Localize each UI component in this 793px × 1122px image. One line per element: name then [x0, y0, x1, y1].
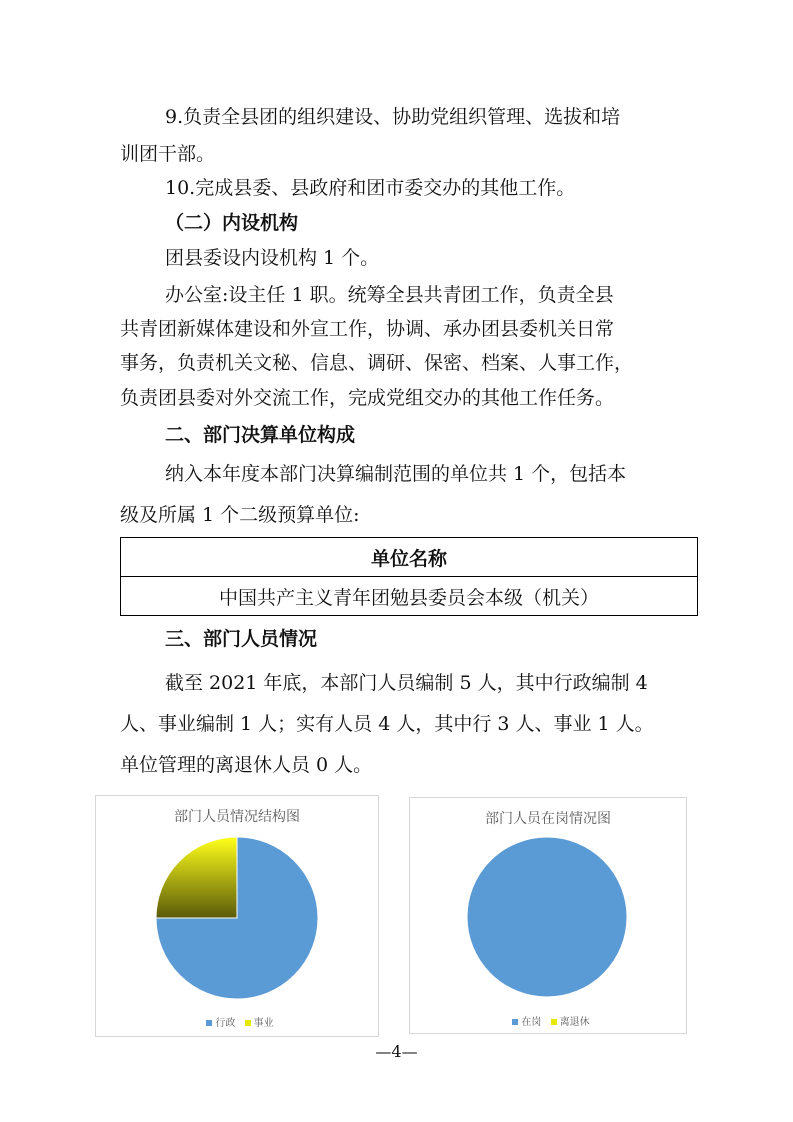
chart-legend: [410, 1013, 686, 1028]
paragraph-office-line1: 办公室:设主任 1 职。统筹全县共青团工作，负责全县: [165, 284, 614, 306]
pie-svg: [410, 798, 686, 1033]
heading-internal-structure: （二）内设机构: [165, 212, 299, 234]
paragraph-item9-line2: 训团干部。: [120, 143, 216, 165]
paragraph-item10: 10.完成县委、县政府和团市委交办的其他工作。: [165, 177, 576, 199]
chart-title: 部门人员在岗情况图: [485, 811, 611, 827]
chart-legend: [96, 1014, 378, 1029]
pie-slice-在岗: [467, 837, 627, 997]
legend-swatch-yellow: [245, 1020, 251, 1026]
paragraph-item9-line1: 9.负责全县团的组织建设、协助党组织管理、选拔和培: [165, 106, 621, 128]
paragraph-internal-count: 团县委设内设机构 1 个。: [165, 247, 380, 269]
paragraph-office-line3: 事务，负责机关文秘、信息、调研、保密、档案、人事工作，: [120, 352, 634, 374]
unit-table-row: 中国共产主义青年团勉县委员会本级（机关）: [121, 577, 698, 616]
legend-label: 事业: [253, 1018, 274, 1029]
legend-swatch-blue: [512, 1019, 518, 1025]
pie-slice-事业: [156, 837, 237, 918]
page-number: —4—: [375, 1042, 418, 1061]
paragraph-units-line2: 级及所属 1 个二级预算单位:: [120, 504, 360, 526]
pie-svg: [96, 796, 378, 1036]
pie-slices: [156, 837, 318, 999]
legend-swatch-blue: [206, 1020, 212, 1026]
paragraph-office-line4: 负责团县委对外交流工作，完成党组交办的其他工作任务。: [120, 387, 615, 409]
legend-swatch-yellow: [551, 1019, 557, 1025]
paragraph-staff-line3: 单位管理的离退休人员 0 人。: [120, 754, 373, 776]
paragraph-units-line1: 纳入本年度本部门决算编制范围的单位共 1 个，包括本: [165, 463, 627, 485]
paragraph-staff-line2: 人、事业编制 1 人；实有人员 4 人，其中行 3 人、事业 1 人。: [120, 713, 654, 735]
heading-unit-composition: 二、部门决算单位构成: [165, 424, 356, 446]
heading-staff: 三、部门人员情况: [165, 628, 318, 650]
legend-label: 在岗: [521, 1017, 542, 1028]
legend-label: 行政: [215, 1018, 236, 1029]
unit-table-header: 单位名称: [121, 538, 698, 577]
chart-staff-structure: [95, 795, 379, 1037]
unit-table: [120, 537, 698, 616]
chart-title: 部门人员情况结构图: [174, 809, 300, 825]
paragraph-office-line2: 共青团新媒体建设和外宣工作，协调、承办团县委机关日常: [120, 318, 615, 340]
chart-staff-onduty: [409, 797, 687, 1034]
pie-slices: [467, 837, 627, 997]
legend-label: 离退休: [559, 1017, 590, 1028]
paragraph-staff-line1: 截至 2021 年底，本部门人员编制 5 人，其中行政编制 4: [165, 672, 648, 694]
